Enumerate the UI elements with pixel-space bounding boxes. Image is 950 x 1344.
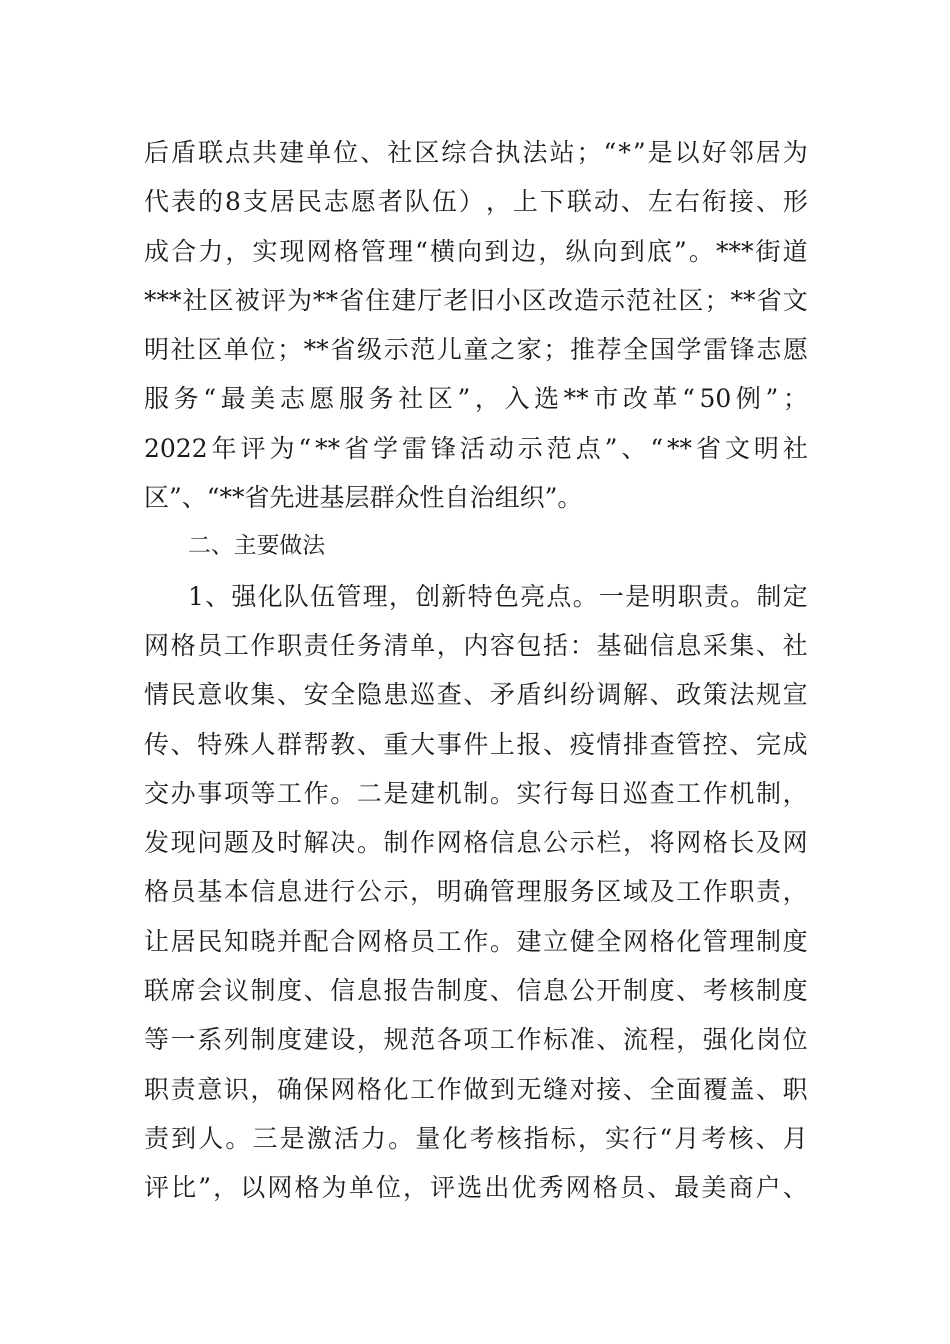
text-line: 情 民 意 收 集 、 安 全 隐 患 巡 查 、 矛 盾 纠 纷 调 解 、 政 策 法 规 宣 [144, 680, 808, 710]
text-line: 交 办 事 项 等 工 作 。 二 是 建 机 制 。 实 行 每 日 巡 查 工 作 机 制 ， [144, 778, 808, 808]
text-line: 责 到 人 。 三 是 激 活 力 。 量 化 考 核 指 标 ， 实 行 “ 月 考 核 、 月 [144, 1123, 808, 1153]
text-line: *** 社 区 被 评 为 ** 省 住 建 厅 老 旧 小 区 改 造 示 范 社 区 ； ** 省 文 [144, 285, 808, 315]
text-line: 发 现 问 题 及 时 解 决 。 制 作 网 格 信 息 公 示 栏 ， 将 网 格 长 及 网 [144, 828, 808, 858]
text-line: 职 责 意 识 ， 确 保 网 格 化 工 作 做 到 无 缝 对 接 、 全 面 覆 盖 、 职 [144, 1074, 808, 1104]
text-line: 传 、 特 殊 人 群 帮 教 、 重 大 事 件 上 报 、 疫 情 排 查 管 控 、 完 成 [144, 729, 808, 759]
text-line: 明 社 区 单 位 ； ** 省 级 示 范 儿 童 之 家 ； 推 荐 全 国 学 雷 锋 志 愿 [144, 335, 808, 365]
text-line: 区”、“**省先进基层群众性自治组织”。 [144, 483, 583, 513]
document-body [144, 128, 808, 1213]
text-line: 网 格 员 工 作 职 责 任 务 清 单 ， 内 容 包 括 ： 基 础 信 息 采 集 、 社 [144, 630, 808, 660]
text-line: 成 合 力 ， 实 现 网 格 管 理 “ 横 向 到 边 ， 纵 向 到 底 ” 。 *** 街 道 [144, 236, 808, 266]
text-line: 后 盾 联 点 共 建 单 位 、 社 区 综 合 执 法 站 ； “ * ” 是 以 好 邻 居 为 [144, 138, 808, 167]
paragraph-first-line: 1 、 强 化 队 伍 管 理 ， 创 新 特 色 亮 点 。 一 是 明 职 责 。 制 定 [188, 581, 808, 611]
text-line: 格 员 基 本 信 息 进 行 公 示 ， 明 确 管 理 服 务 区 域 及 工 作 职 责 ， [144, 877, 808, 907]
text-line: 服 务 “ 最 美 志 愿 服 务 社 区 ” ， 入 选 ** 市 改 革 “ 50 例 ” ； [144, 384, 808, 414]
section-heading: 二、主要做法 [188, 533, 326, 560]
text-line: 代 表 的 8 支 居 民 志 愿 者 队 伍 ） ， 上 下 联 动 、 左 右 衔 接 、 形 [144, 187, 808, 217]
text-line: 等 一 系 列 制 度 建 设 ， 规 范 各 项 工 作 标 准 、 流 程 ， 强 化 岗 位 [144, 1025, 808, 1055]
text-line: 评 比 ” ， 以 网 格 为 单 位 ， 评 选 出 优 秀 网 格 员 、 最 美 商 户 、 [144, 1173, 808, 1203]
text-line: 让 居 民 知 晓 并 配 合 网 格 员 工 作 。 建 立 健 全 网 格 化 管 理 制 度 [144, 926, 808, 956]
text-line: 2022 年 评 为 “ ** 省 学 雷 锋 活 动 示 范 点 ” 、 “ ** 省 文 明 社 [144, 433, 808, 463]
text-line: 联 席 会 议 制 度 、 信 息 报 告 制 度 、 信 息 公 开 制 度 、 考 核 制 度 [144, 976, 808, 1006]
